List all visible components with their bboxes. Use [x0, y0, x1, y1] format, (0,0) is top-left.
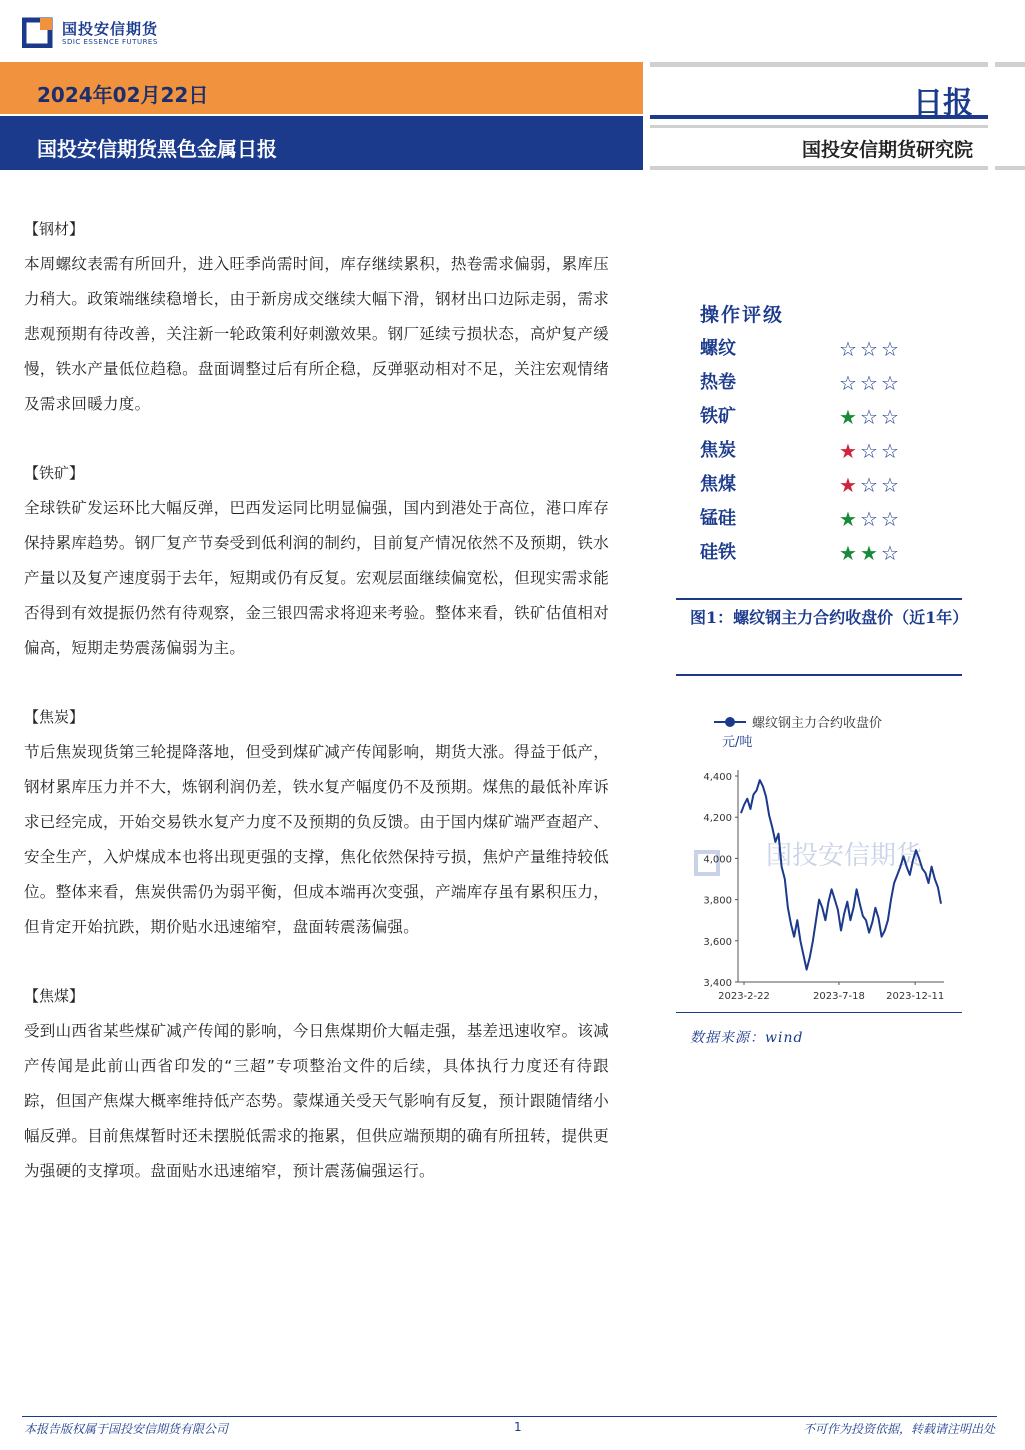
price-series-line	[741, 780, 941, 970]
star-outline-icon: ☆	[839, 337, 857, 361]
star-filled-icon: ★	[839, 507, 857, 531]
report-type: 日报	[913, 86, 973, 121]
section-heading-coking-coal: 【焦煤】	[24, 987, 85, 1005]
section-heading-coke: 【焦炭】	[24, 708, 85, 726]
section-text-iron-ore: 全球铁矿发运环比大幅反弹，巴西发运同比明显偏强，国内到港处于高位，港口库存保持累库趋势。钢厂复产节奏受到低利润的制约，目前复产情况依然不及预期，铁水产量以及复产速度弱于去年，短期或仍有反复。宏观层面继续偏宽松，但现实需求能否得到有效提振仍然有待观察，金三银四需求将迎来考验。整体来看，铁矿估值相对偏高，短期走势震荡偏弱为主。	[24, 499, 609, 657]
header-divider-edge-top	[995, 62, 1025, 67]
rating-title: 操作评级	[700, 304, 785, 326]
x-tick-label: 2023-2-22	[718, 991, 770, 1002]
header-divider-gray	[650, 125, 988, 128]
rating-row	[700, 468, 960, 502]
y-tick-label: 3,600	[703, 936, 732, 948]
star-rating	[838, 434, 901, 470]
header-divider-edge-bottom	[995, 166, 1025, 170]
rating-name: 硅铁	[700, 542, 736, 563]
footer-rule	[22, 1416, 997, 1417]
y-tick-label: 4,000	[703, 854, 732, 866]
footer-disclaimer: 不可作为投资依据，转载请注明出处	[802, 1422, 995, 1436]
star-rating	[838, 536, 901, 572]
star-outline-icon: ☆	[881, 337, 899, 361]
star-outline-icon: ☆	[860, 507, 878, 531]
rating-name: 铁矿	[700, 406, 736, 427]
star-outline-icon: ☆	[839, 371, 857, 395]
rating-name: 焦炭	[700, 440, 736, 461]
star-outline-icon: ☆	[881, 473, 899, 497]
star-filled-icon: ★	[839, 541, 857, 565]
star-rating	[838, 468, 901, 504]
price-line-chart	[680, 700, 960, 1012]
company-logo	[22, 16, 172, 56]
rating-name: 焦煤	[700, 474, 736, 495]
section-heading-iron-ore: 【铁矿】	[24, 464, 85, 482]
page-number: 1	[514, 1420, 522, 1434]
y-tick-label: 4,400	[703, 772, 732, 783]
rating-list	[700, 332, 960, 570]
star-rating	[838, 366, 901, 402]
logo-name-cn: 国投安信期货	[62, 20, 159, 38]
legend-marker	[725, 717, 735, 727]
star-outline-icon: ☆	[881, 541, 899, 565]
star-outline-icon: ☆	[881, 439, 899, 463]
rating-name: 锰硅	[700, 508, 736, 529]
report-date: 2024年02月22日	[37, 83, 209, 107]
header-divider-bottom	[650, 166, 988, 170]
legend-label: 螺纹钢主力合约收盘价	[752, 716, 883, 731]
star-filled-icon: ★	[839, 439, 857, 463]
report-title: 国投安信期货黑色金属日报	[37, 137, 277, 161]
y-tick-label: 4,200	[703, 813, 732, 825]
figure-title-rule	[676, 674, 962, 676]
rating-name: 热卷	[700, 372, 736, 393]
data-source: 数据来源：wind	[690, 1030, 804, 1046]
rating-row	[700, 502, 960, 536]
rating-row	[700, 332, 960, 366]
logo-name-en: SDIC ESSENCE FUTURES	[62, 38, 158, 46]
star-outline-icon: ☆	[860, 439, 878, 463]
star-outline-icon: ☆	[860, 371, 878, 395]
star-outline-icon: ☆	[881, 507, 899, 531]
y-tick-label: 3,800	[703, 895, 732, 907]
y-tick-label: 3,400	[703, 978, 732, 989]
star-outline-icon: ☆	[860, 473, 878, 497]
rating-row	[700, 400, 960, 434]
section-text-coke: 节后焦炭现货第三轮提降落地，但受到煤矿减产传闻影响，期货大涨。得益于低产，钢材累库压力并不大，炼钢利润仍差，铁水复产幅度仍不及预期。煤焦的最低补库诉求已经完成，开始交易铁水复产力度不及预期的负反馈。由于国内煤矿端严查超产、安全生产，入炉煤成本也将出现更强的支撑，焦化依然保持亏损，焦炉产量维持较低位。整体来看，焦炭供需仍为弱平衡，但成本端再次变强，产端库存虽有累积压力，但肯定开始抗跌，期价贴水迅速缩窄，盘面转震荡偏强。	[24, 743, 609, 936]
section-heading-steel: 【钢材】	[24, 220, 85, 238]
y-axis-unit: 元/吨	[722, 735, 753, 750]
figure-bottom-rule	[676, 1012, 962, 1013]
star-filled-icon: ★	[839, 405, 857, 429]
section-text-steel: 本周螺纹表需有所回升，进入旺季尚需时间，库存继续累积，热卷需求偏弱，累库压力稍大。政策端继续稳增长，由于新房成交继续大幅下滑，钢材出口边际走弱，需求悲观预期有待改善，关注新一轮政策利好刺激效果。钢厂延续亏损状态，高炉复产缓慢，铁水产量低位趋稳。盘面调整过后有所企稳，反弹驱动相对不足，关注宏观情绪及需求回暖力度。	[24, 255, 609, 413]
section-text-coking-coal: 受到山西省某些煤矿减产传闻的影响，今日焦煤期价大幅走强，基差迅速收窄。该减产传闻是此前山西省印发的“三超”专项整治文件的后续，具体执行力度还有待跟踪，但国产焦煤大概率维持低产态势。蒙煤通关受天气影响有反复，预计跟随情绪小幅反弹。目前焦煤暂时还未摆脱低需求的拖累，但供应端预期的确有所扭转，提供更为强硬的支撑项。盘面贴水迅速缩窄，预计震荡偏强运行。	[24, 1022, 609, 1180]
star-rating	[838, 332, 901, 368]
star-rating	[838, 400, 901, 436]
star-filled-icon: ★	[860, 541, 878, 565]
x-tick-label: 2023-7-18	[813, 991, 865, 1002]
star-filled-icon: ★	[839, 473, 857, 497]
logo-icon	[22, 16, 54, 48]
main-content	[24, 212, 609, 1189]
star-outline-icon: ☆	[860, 405, 878, 429]
figure-title: 图1：螺纹钢主力合约收盘价（近1年）	[690, 608, 969, 627]
x-tick-label: 2023-12-11	[886, 991, 945, 1002]
chart-watermark: 国投安信期货	[766, 841, 923, 871]
footer-copyright: 本报告版权属于国投安信期货有限公司	[24, 1422, 229, 1436]
header-divider-top	[650, 62, 988, 67]
star-outline-icon: ☆	[881, 371, 899, 395]
star-rating	[838, 502, 901, 538]
star-outline-icon: ☆	[881, 405, 899, 429]
rating-row	[700, 536, 960, 570]
rating-name: 螺纹	[700, 338, 736, 359]
rating-row	[700, 434, 960, 468]
institute-name: 国投安信期货研究院	[801, 139, 973, 161]
rating-row	[700, 366, 960, 400]
rating-panel	[700, 298, 960, 570]
star-outline-icon: ☆	[860, 337, 878, 361]
